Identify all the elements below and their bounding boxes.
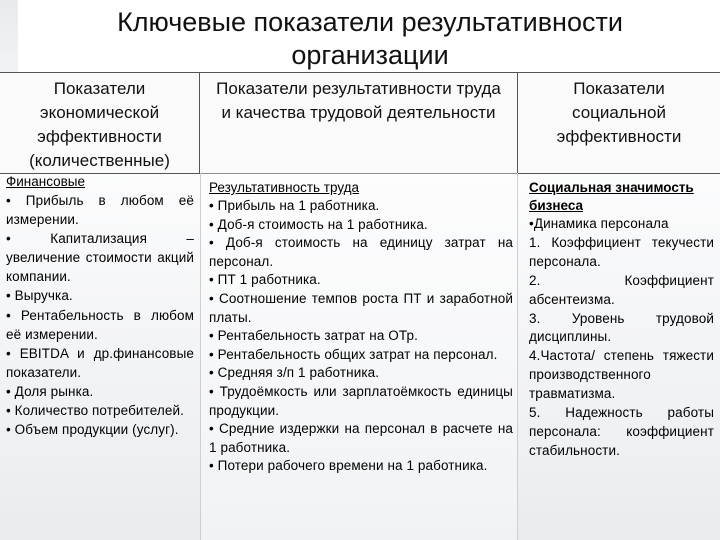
list-item: • Средняя з/п 1 работника. xyxy=(209,365,380,381)
list-item: • Средние издержки на персонал в расчете на 1 работника. xyxy=(209,421,513,455)
header-social-label: Показатели социальной эффективности xyxy=(556,79,682,146)
list-item: • Рентабельность затрат на ОТр. xyxy=(209,328,418,344)
list-item: 3. Уровень трудовой дисциплины. xyxy=(529,310,714,345)
table-body-row xyxy=(0,173,720,540)
list-item: 4.Частота/ степень тяжести производственного травматизма. xyxy=(529,348,714,402)
list-item: • Объем продукции (услуг). xyxy=(6,422,179,438)
column-labor xyxy=(200,173,518,540)
header-labor xyxy=(200,73,518,173)
list-item: • Прибыль в любом её измерении. xyxy=(6,193,194,228)
list-item: • Доля рынка. xyxy=(6,383,94,399)
list-item: • Доб-я стоимость на 1 работника. xyxy=(209,216,428,232)
list-item: • Рентабельность в любом её измерении. xyxy=(6,307,194,342)
header-economic-label: Показатели экономической эффективности (количественные) xyxy=(29,79,170,170)
header-social xyxy=(518,73,720,173)
column-social xyxy=(520,173,720,540)
list-item: 5. Надежность работы персонала: коэффициент стабильности. xyxy=(529,405,714,458)
header-economic xyxy=(0,73,200,173)
list-item: • Количество потребителей. xyxy=(6,403,184,419)
list-item: • Рентабельность общих затрат на персонал. xyxy=(209,346,498,362)
financial-heading: Финансовые xyxy=(6,174,86,189)
slide-title: Ключевые показатели результативности организации xyxy=(117,7,623,70)
list-item: • Доб-я стоимость на единицу затрат на персонал. xyxy=(209,235,513,269)
social-heading: Социальная значимость бизнеса xyxy=(529,180,694,213)
list-item: • Потери рабочего времени на 1 работника. xyxy=(209,458,488,474)
labor-heading: Результативность труда xyxy=(209,180,360,195)
table-header-row xyxy=(0,72,720,174)
list-item: • ПТ 1 работника. xyxy=(209,272,321,288)
list-item: • Выручка. xyxy=(6,288,73,304)
list-item: 1. Коэффициент текучести персонала. xyxy=(529,234,714,269)
column-economic xyxy=(0,173,198,540)
list-item: •Динамика персонала xyxy=(529,216,669,231)
list-item: • Прибыль на 1 работника. xyxy=(209,198,380,213)
list-item: • Трудоёмкость или зарплатоёмкость единицы продукции. xyxy=(209,383,513,418)
list-item: • Соотношение темпов роста ПТ и заработной платы. xyxy=(209,290,513,325)
header-labor-label: Показатели результативности труда и качества трудовой деятельности xyxy=(216,79,501,122)
list-item: • EBITDA и др.финансовые показатели. xyxy=(6,345,194,380)
list-item: 2. Коэффициент абсентеизма. xyxy=(529,272,714,307)
list-item: • Капитализация – увеличение стоимости акций компании. xyxy=(6,231,194,285)
